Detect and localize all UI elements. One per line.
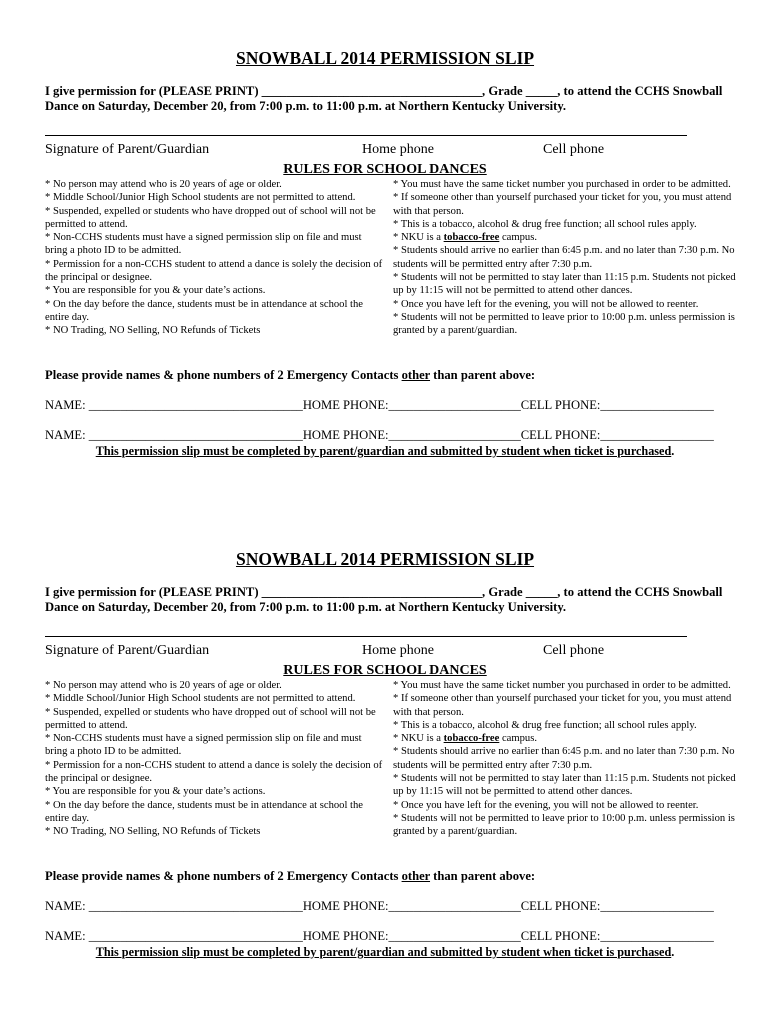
rule-item: * Non-CCHS students must have a signed permission slip on file and must bring a photo ID to be admitted.	[45, 733, 362, 758]
rule-item: * You must have the same ticket number you purchased in order to be admitted.	[393, 680, 731, 691]
rule-item: * Students will not be permitted to leave prior to 10:00 p.m. unless permission is granted by a parent/guardian.	[393, 311, 735, 337]
completion-note	[0, 945, 770, 960]
rule-item: * Students will not be permitted to stay later than 11:15 p.m. Students not picked up by 11:15 will not be permitted to attend other dances.	[393, 773, 736, 798]
completion-note-period: .	[671, 444, 675, 458]
nku-suffix: campus.	[499, 232, 537, 244]
rule-item: * Suspended, expelled or students who have dropped out of school will not be permitted to attend.	[45, 205, 376, 230]
emergency-contact-row-2: NAME: __________________________________HOME PHONE:_____________________CELL PHONE:__________________	[45, 929, 714, 943]
rule-item: * This is a tobacco, alcohol & drug free function; all school rules apply.	[393, 719, 697, 731]
rules-heading: RULES FOR SCHOOL DANCES	[283, 663, 487, 678]
rule-item: * This is a tobacco, alcohol & drug free function; all school rules apply.	[393, 218, 697, 230]
nku-prefix: * NKU is a	[393, 733, 444, 745]
rules-list-left	[45, 178, 385, 338]
signature-line	[45, 636, 687, 637]
rule-item: * You must have the same ticket number you purchased in order to be admitted.	[393, 179, 731, 190]
tobacco-free-emphasis: tobacco-free	[443, 733, 500, 745]
slip-title: SNOWBALL 2014 PERMISSION SLIP	[235, 549, 535, 569]
rule-item: * Permission for a non-CCHS student to attend a dance is solely the decision of the principal or designee.	[45, 258, 383, 284]
rule-item: * Students will not be permitted to leave prior to 10:00 p.m. unless permission is granted by a parent/guardian.	[393, 812, 735, 838]
emergency-contacts-heading	[45, 368, 535, 383]
home-phone-label: Home phone	[362, 643, 434, 658]
permission-statement: I give permission for (PLEASE PRINT) ___________________________________, Grade _____, to attend the CCHS Snowball Dance on Saturday, December 20, from 7:00 p.m. to 11:00 p.m. at Northern Kentucky University.	[45, 585, 723, 614]
cell-phone-label: Cell phone	[543, 643, 605, 658]
completion-note-text: This permission slip must be completed by parent/guardian and submitted by student when ticket is purchased	[95, 945, 672, 959]
rule-item: * No person may attend who is 20 years of age or older.	[45, 179, 282, 190]
rule-item: * Students will not be permitted to stay later than 11:15 p.m. Students not picked up by 11:15 will not be permitted to attend other dances.	[393, 272, 736, 297]
nku-prefix: * NKU is a	[393, 232, 444, 244]
contacts-suffix: than parent above:	[430, 869, 536, 883]
contacts-suffix: than parent above:	[430, 368, 536, 382]
rules-list-right	[393, 679, 738, 839]
rule-item: * Students should arrive no earlier than 6:45 p.m. and no later than 7:30 p.m. No students will be permitted entry after 7:30 p.m.	[393, 245, 735, 270]
emergency-contacts-heading	[45, 869, 535, 884]
rule-item: * Middle School/Junior High School students are not permitted to attend.	[45, 192, 356, 204]
other-emphasis: other	[401, 869, 431, 883]
emergency-contact-row-1: NAME: __________________________________HOME PHONE:_____________________CELL PHONE:__________________	[45, 398, 714, 412]
rule-item: * You are responsible for you & your date’s actions.	[45, 285, 266, 297]
permission-slip-1	[0, 0, 770, 460]
slip-title: SNOWBALL 2014 PERMISSION SLIP	[235, 48, 535, 68]
rule-item: * NO Trading, NO Selling, NO Refunds of Tickets	[45, 826, 261, 838]
completion-note-text: This permission slip must be completed by parent/guardian and submitted by student when ticket is purchased	[95, 444, 672, 458]
signature-label: Signature of Parent/Guardian	[45, 142, 210, 157]
home-phone-label: Home phone	[362, 142, 434, 157]
rule-item: * No person may attend who is 20 years of age or older.	[45, 680, 282, 691]
rule-item-nku	[393, 732, 738, 745]
rules-list-left	[45, 679, 385, 839]
signature-label: Signature of Parent/Guardian	[45, 643, 210, 658]
rule-item: * Permission for a non-CCHS student to attend a dance is solely the decision of the principal or designee.	[45, 759, 383, 785]
rule-item-nku	[393, 231, 738, 244]
rule-item: * Middle School/Junior High School students are not permitted to attend.	[45, 693, 356, 705]
rule-item: * Non-CCHS students must have a signed permission slip on file and must bring a photo ID to be admitted.	[45, 232, 362, 257]
rule-item: * Suspended, expelled or students who have dropped out of school will not be permitted to attend.	[45, 706, 376, 731]
rule-item: * On the day before the dance, students must be in attendance at school the entire day.	[45, 799, 364, 824]
rule-item: * On the day before the dance, students must be in attendance at school the entire day.	[45, 298, 364, 323]
permission-slip-2	[0, 501, 770, 961]
other-emphasis: other	[401, 368, 431, 382]
rule-item: * If someone other than yourself purchased your ticket for you, you must attend with that person.	[393, 693, 732, 718]
rule-item: * If someone other than yourself purchased your ticket for you, you must attend with that person.	[393, 192, 732, 217]
rule-item: * Students should arrive no earlier than 6:45 p.m. and no later than 7:30 p.m. No students will be permitted entry after 7:30 p.m.	[393, 746, 735, 771]
completion-note-period: .	[671, 945, 675, 959]
rule-item: * Once you have left for the evening, you will not be allowed to reenter.	[393, 799, 699, 811]
rules-list-right	[393, 178, 738, 338]
rule-item: * You are responsible for you & your date’s actions.	[45, 786, 266, 798]
emergency-contact-row-2: NAME: __________________________________HOME PHONE:_____________________CELL PHONE:__________________	[45, 428, 714, 442]
emergency-contact-row-1: NAME: __________________________________HOME PHONE:_____________________CELL PHONE:__________________	[45, 899, 714, 913]
permission-statement: I give permission for (PLEASE PRINT) ___________________________________, Grade _____, to attend the CCHS Snowball Dance on Saturday, December 20, from 7:00 p.m. to 11:00 p.m. at Northern Kentucky University.	[45, 84, 723, 113]
signature-line	[45, 135, 687, 136]
contacts-prefix: Please provide names & phone numbers of 2 Emergency Contacts	[45, 869, 402, 883]
cell-phone-label: Cell phone	[543, 142, 605, 157]
rules-heading: RULES FOR SCHOOL DANCES	[283, 162, 487, 177]
completion-note	[0, 444, 770, 459]
nku-suffix: campus.	[499, 733, 537, 745]
tobacco-free-emphasis: tobacco-free	[443, 232, 500, 244]
rule-item: * Once you have left for the evening, you will not be allowed to reenter.	[393, 298, 699, 310]
contacts-prefix: Please provide names & phone numbers of 2 Emergency Contacts	[45, 368, 402, 382]
rule-item: * NO Trading, NO Selling, NO Refunds of Tickets	[45, 325, 261, 337]
